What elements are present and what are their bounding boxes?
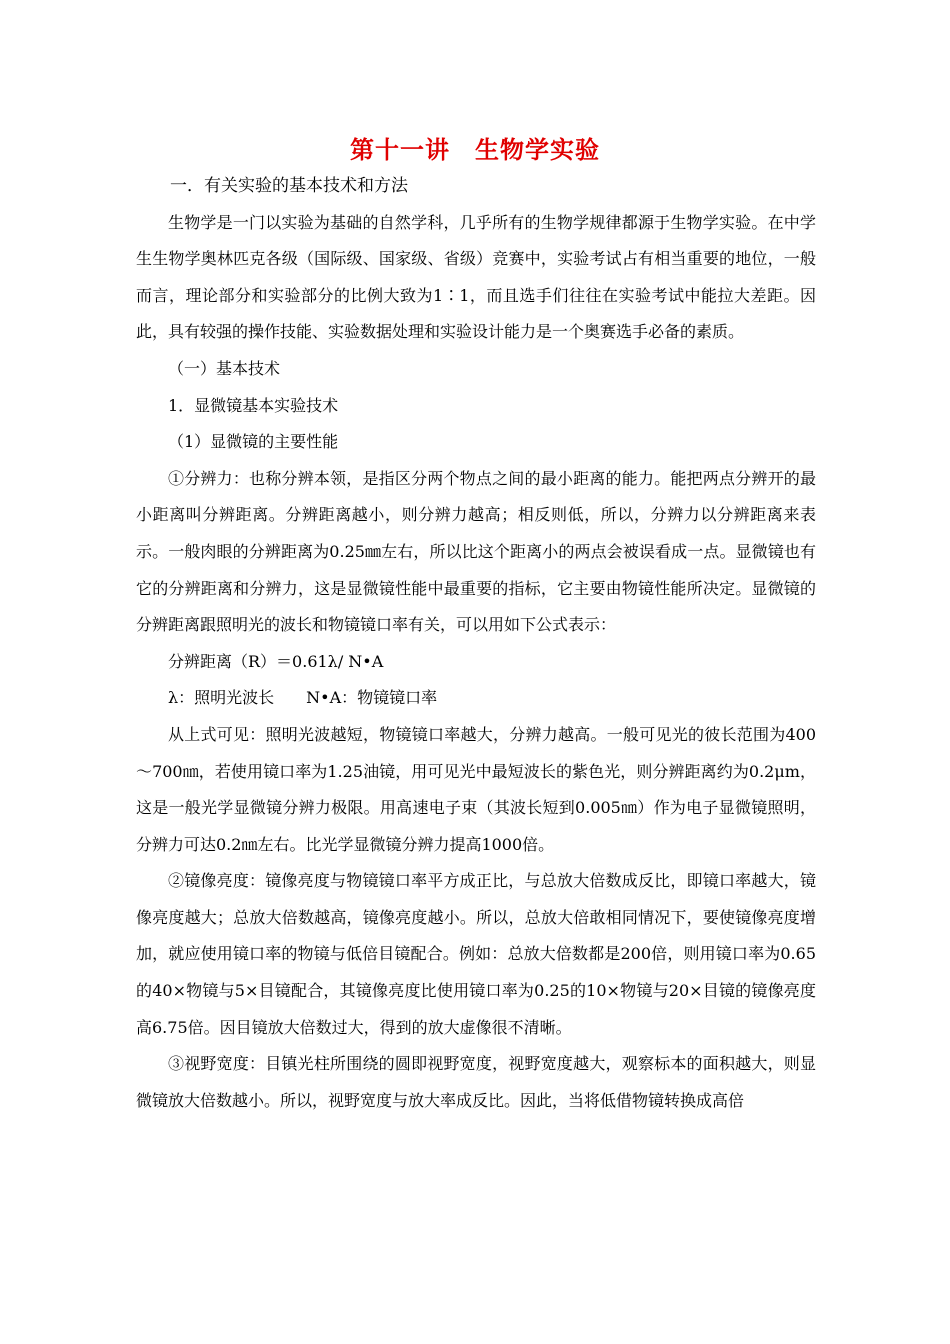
field-width-paragraph: ③视野宽度：目镇光柱所围绕的圆即视野宽度，视野宽度越大，观察标本的面积越大，则显微镜放大倍数越小。所以，视野宽度与放大率成反比。因此，当将低借物镜转换成高倍 [136,1054,816,1110]
subheading-microscope-techniques: 1．显微镜基本实验技术 [168,395,339,415]
resolution-paragraph: ①分辨力：也称分辨本领，是指区分两个物点之间的最小距离的能力。能把两点分辨开的最小距离叫分辨距离。分辨距离越小，则分辨力越高；相反则低，所以，分辨力以分辨距离来表示。一般肉眼的分辨距离为0.25㎜左右，所以比这个距离小的两点会被误看成一点。显微镜也有它的分辨距离和分辨力，这是显微镜性能中最重要的指标，它主要由物镜性能所决定。显微镜的分辨距离跟照明光的波长和物镜镜口率有关，可以用如下公式表示： [136,468,816,635]
resolution-continued-paragraph: 从上式可见：照明光波越短，物镜镜口率越大，分辨力越高。一般可见光的彼长范围为400～700㎚，若使用镜口率为1.25油镜，用可见光中最短波长的紫色光，则分辨距离约为0.2μm，这是一般光学显微镜分辨力极限。用高速电子束（其波长短到0.005㎚）作为电子显微镜照明，分辨力可达0.2㎚左右。比光学显微镜分辨力提高1000倍。 [136,724,816,854]
section-heading: 一．有关实验的基本技术和方法 [170,176,408,196]
formula-legend: λ：照明光波长 N•A：物镜镜口率 [168,688,438,708]
subheading-microscope-performance: （1）显微镜的主要性能 [168,432,339,452]
document-body [136,168,816,1119]
document-title: 第十一讲 生物学实验 [350,135,600,164]
brightness-paragraph: ②镜像亮度：镜像亮度与物镜镜口率平方成正比，与总放大倍数成反比，即镜口率越大，镜像亮度越大；总放大倍数越高，镜像亮度越小。所以，总放大倍敢相同情况下，要使镜像亮度增加，就应使用镜口率的物镜与低倍目镜配合。例如：总放大倍数都是200倍，则用镜口率为0.65的40×物镜与5×目镜配合，其镜像亮度比使用镜口率为0.25的10×物镜与20×目镜的镜像亮度高6.75倍。因目镜放大倍数过大，得到的放大虚像很不清晰。 [136,871,816,1037]
intro-paragraph: 生物学是一门以实验为基础的自然学科，几乎所有的生物学规律都源于生物学实验。在中学生生物学奥林匹克各级（国际级、国家级、省级）竞赛中，实验考试占有相当重要的地位，一般而言，理论部分和实验部分的比例大致为1∶1，而且选手们往往在实验考试中能拉大差距。因此，具有较强的操作技能、实验数据处理和实验设计能力是一个奥赛选手必备的素质。 [136,212,816,342]
subheading-basic-techniques: （一）基本技术 [168,358,281,378]
resolution-formula: 分辨距离（R）＝0.61λ/ N•A [168,651,384,671]
